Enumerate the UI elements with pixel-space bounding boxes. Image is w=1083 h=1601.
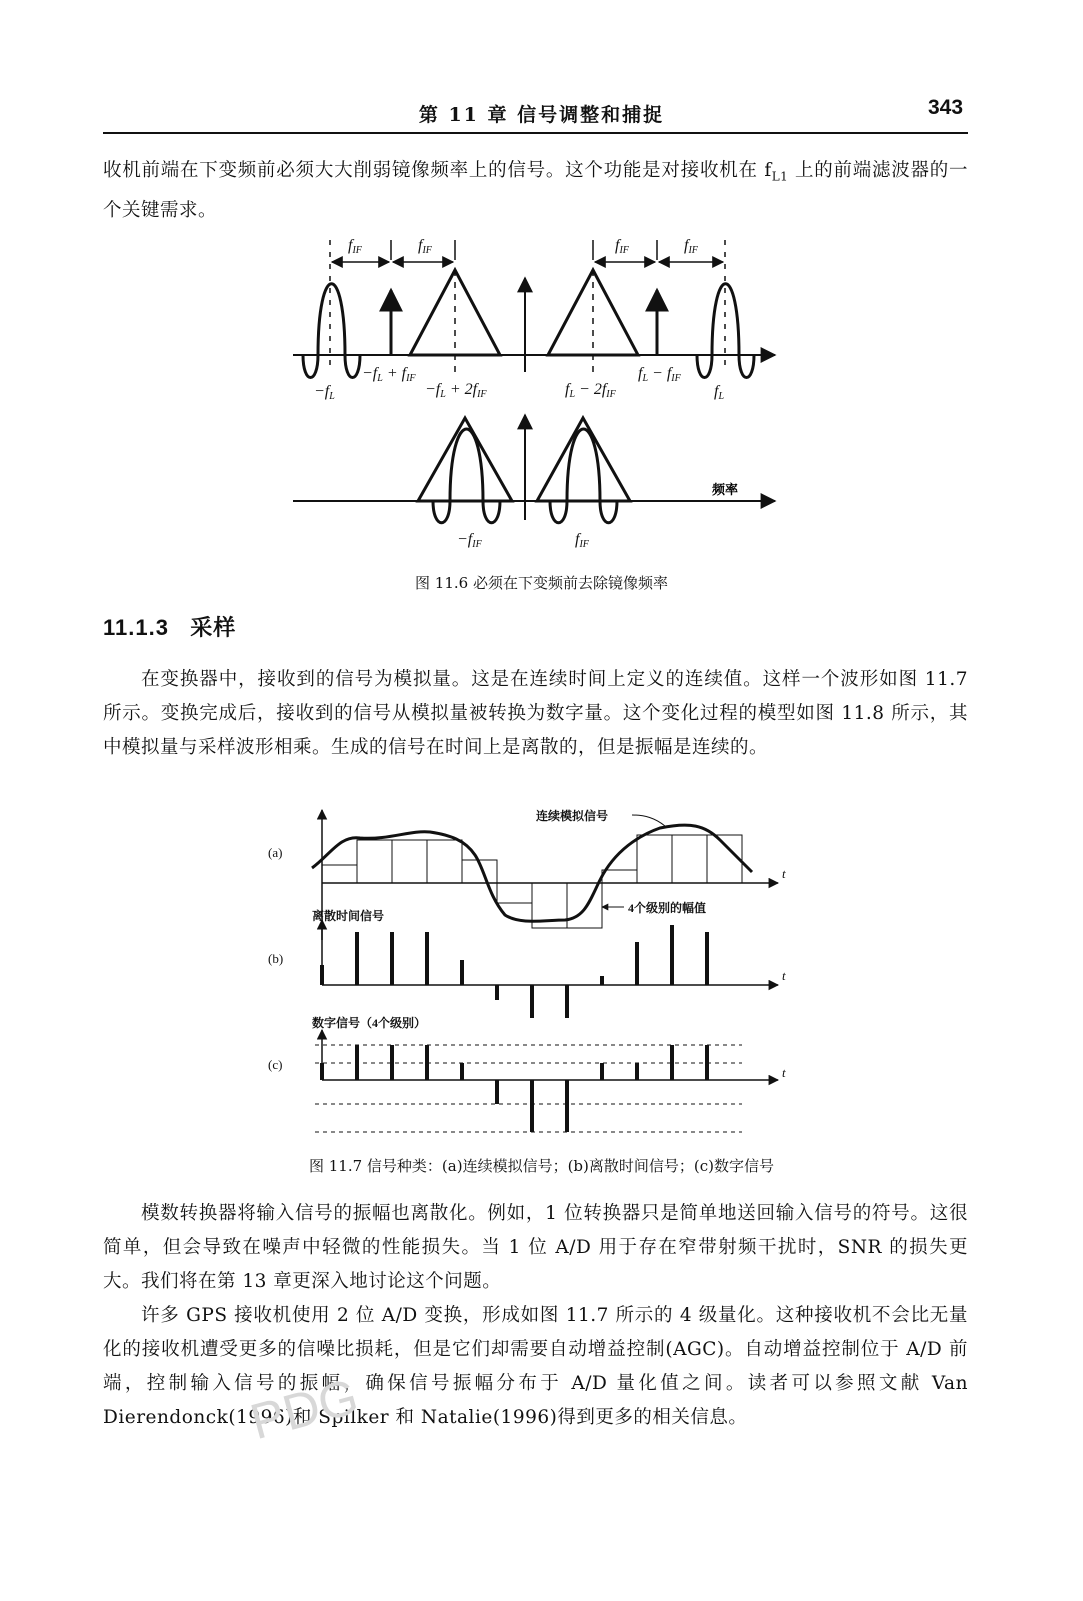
- fif-label-1: fIF: [348, 237, 362, 256]
- watermark: PDG: [244, 1367, 364, 1451]
- t-label-b: t: [782, 968, 786, 983]
- bottom-left-lobe: [433, 429, 500, 523]
- left-image-lobe: [303, 284, 360, 378]
- paragraph-4: 许多 GPS 接收机使用 2 位 A/D 变换，形成如图 11.7 所示的 4 级量化。这种接收机不会比无量化的接收机遭受更多的信噪比损耗，但是它们却需要自动增益控制(AGC)。自动增益控制位于 A/D 前端，控制输入信号的振幅，确保信号振幅分布于 A/D 量化值之间。读者可以参照文献 Van Dierendonck(1996)和 Spilker 和 Natalie(1996)得到更多的相关信息。: [103, 1305, 968, 1428]
- figure-11-6: [0, 225, 1083, 565]
- t-label-a: t: [782, 866, 786, 881]
- digital-samples: [322, 1045, 707, 1132]
- section-number: 11.1.3: [103, 615, 169, 640]
- figure-11-7-caption: 图 11.7 信号种类：(a)连续模拟信号；(b)离散时间信号；(c)数字信号: [309, 1157, 774, 1175]
- label-c: (c): [268, 1057, 283, 1072]
- neg-fl-plus-2fif-label: −fL + 2fIF: [425, 381, 487, 400]
- paragraph-1-end: 上的前端滤波器的一个关键需求。: [103, 160, 968, 221]
- paragraph-1: [103, 154, 968, 228]
- t-label-c: t: [782, 1065, 786, 1080]
- paragraph-3: 模数转换器将输入信号的振幅也离散化。例如，1 位转换器只是简单地送回输入信号的符号。这很简单，但会导致在噪声中轻微的性能损失。当 1 位 A/D 用于存在窄带射频干扰时，SNR 的损失更大。我们将在第 13 章更深入地讨论这个问题。: [103, 1203, 968, 1292]
- figure-11-7: [0, 800, 1083, 1150]
- quantization-levels: [315, 1045, 742, 1132]
- cont-signal-label: 连续模拟信号: [536, 809, 609, 823]
- paragraph-1-subscript: L1: [771, 169, 789, 184]
- paragraph-2: 在变换器中，接收到的信号为模拟量。这是在连续时间上定义的连续值。这样一个波形如图 11.7 所示。变换完成后，接收到的信号从模拟量被转换为数字量。这个变化过程的模型如图 11.8 所示，其中模拟量与采样波形相乘。生成的信号在时间上是离散的，但是振幅是连续的。: [103, 669, 968, 758]
- fif-label-3: fIF: [615, 237, 629, 256]
- discrete-time-label: 离散时间信号: [312, 909, 385, 923]
- chapter-title: 第 11 章 信号调整和捕捉: [418, 104, 665, 126]
- freq-axis-label: 频率: [712, 482, 739, 497]
- paragraph-1-text: 收机前端在下变频前必须大大削弱镜像频率上的信号。这个功能是对接收机在 f: [103, 160, 772, 181]
- fif-label-2: fIF: [418, 237, 432, 256]
- section-heading: [103, 611, 236, 642]
- fif-label-4: fIF: [684, 237, 698, 256]
- figure-11-6-caption: 图 11.6 必须在下变频前去除镜像频率: [415, 574, 668, 592]
- fl-label: fL: [714, 383, 725, 402]
- page-number: 343: [928, 96, 964, 119]
- level-label: 4个级别的幅值: [628, 901, 707, 915]
- fl-minus-fif-label: fL − fIF: [638, 365, 681, 384]
- neg-fif-label: −fIF: [457, 531, 482, 550]
- label-a: (a): [268, 845, 283, 860]
- section-title: 采样: [190, 615, 237, 640]
- bottom-right-lobe: [550, 429, 617, 523]
- neg-fl-plus-fif-label: −fL + fIF: [362, 365, 416, 384]
- digital-label: 数字信号（4个级别）: [312, 1016, 427, 1030]
- fl-minus-2fif-label: fL − 2fIF: [565, 381, 616, 400]
- cont-signal-leader: [632, 815, 665, 826]
- label-b: (b): [268, 951, 284, 966]
- fif-bottom-label: fIF: [575, 531, 589, 550]
- neg-fl-label: −fL: [314, 383, 335, 402]
- discrete-samples: [322, 925, 707, 1018]
- header-rule: [103, 132, 968, 134]
